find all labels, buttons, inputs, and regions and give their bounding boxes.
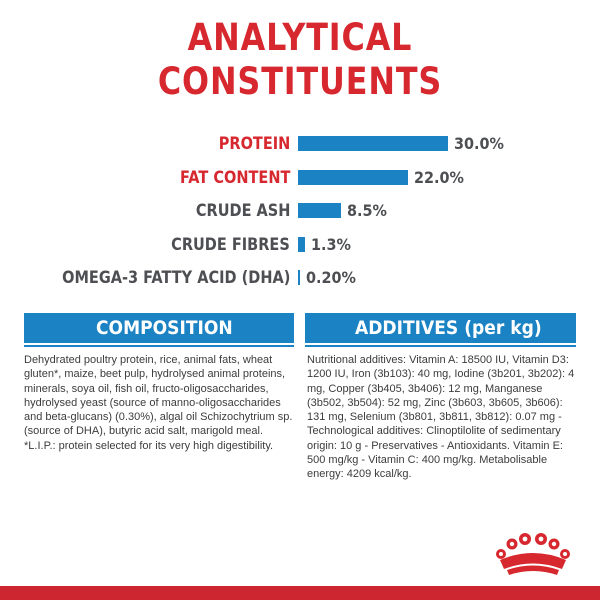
chart-value-label: 0.20% [306, 268, 356, 287]
chart-bar [298, 237, 305, 252]
additives-divider [305, 345, 576, 347]
chart-bar [298, 203, 341, 218]
chart-row [0, 163, 600, 193]
chart-category-label: CRUDE FIBRES [171, 234, 290, 254]
chart-category-label: FAT CONTENT [179, 167, 290, 187]
royal-canin-crown-logo [492, 528, 574, 578]
chart-value-label: 8.5% [346, 201, 387, 220]
composition-divider [24, 345, 294, 347]
chart-category-label: CRUDE ASH [195, 201, 290, 220]
chart-value-label: 1.3% [310, 234, 351, 254]
chart-value-label: 30.0% [454, 134, 504, 153]
chart-bar [298, 136, 448, 151]
chart-bar [298, 170, 408, 185]
chart-category-label: PROTEIN [218, 134, 290, 153]
chart-row [0, 196, 600, 226]
chart-row [0, 230, 600, 260]
title-line-2: CONSTITUENTS [157, 60, 443, 103]
chart-bar [298, 270, 300, 285]
chart-row [0, 129, 600, 159]
additives-text: Nutritional additives: Vitamin A: 18500 IU, Vitamin D3: 1200 IU, Iron (3b103): 40 mg, Iodine (3b201, 3b202): 4 mg, Copper (3b405, 3b406): 12 mg, Manganese (3b502, 3b504): 52 mg, Zinc (3b603, 3b605, 3b606): 131 mg, Selenium (3b801, 3b811, 3b812): 0.07 mg - Technological additives: Clinoptilolite of sedimentary origin: 10 g - Preservatives - Antioxidants. Vitamin E: 500 mg/kg - Vitamin C: 400 mg/kg. Metabolisable energy: 4209 kcal/kg. [307, 354, 575, 481]
title-line-1: ANALYTICAL [187, 16, 413, 59]
bottom-band [0, 586, 600, 600]
chart-category-label: OMEGA-3 FATTY ACID (DHA) [61, 268, 290, 287]
additives-heading: ADDITIVES (per kg) [305, 313, 576, 343]
composition-heading: COMPOSITION [24, 313, 294, 343]
chart-row [0, 263, 600, 293]
composition-text: Dehydrated poultry protein, rice, animal fats, wheat gluten*, maize, beet pulp, hydrolysed animal proteins, minerals, soya oil, fish oil, fructo-oligosaccharides, hydrolysed yeast (source of manno-oligosaccharides and beta-glucans) (0.30%), algal oil Schizochytrium sp. (source of DHA), butyric acid salt, marigold meal. *L.I.P.: protein selected for its very high digestibility. [24, 354, 293, 452]
chart-value-label: 22.0% [414, 167, 464, 187]
